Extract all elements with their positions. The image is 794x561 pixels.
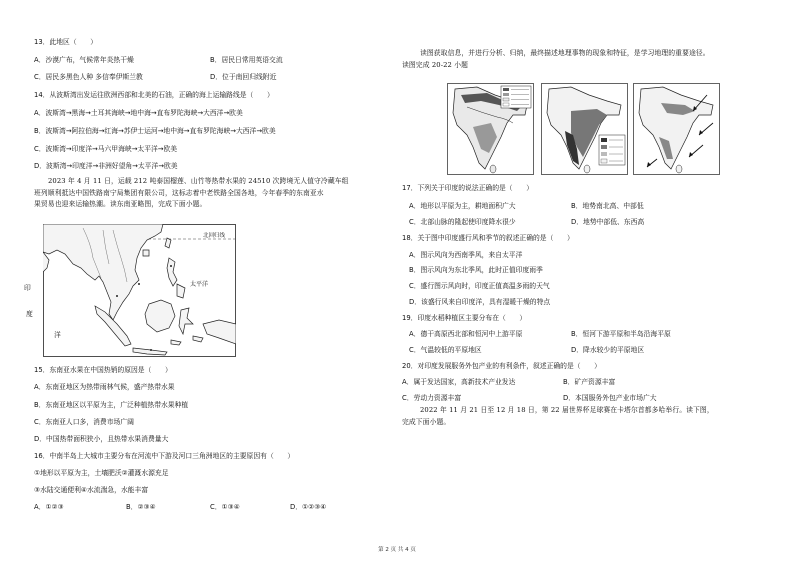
sea-passage-line1: 2023 年 4 月 11 日，运载 212 吨泰国榴莲、山竹等热带水果的 24510 次跨境无人值守冷藏车组 bbox=[48, 177, 349, 185]
legend-swatch bbox=[601, 152, 607, 156]
map-label-indian-2: 度 bbox=[26, 310, 33, 318]
q14-option-d: D．波斯湾→印度洋→非洲好望角→太平洋→欧美 bbox=[34, 162, 178, 170]
q18-option-d: D．该盛行风来自印度洋，具有湿暖干燥的特点 bbox=[409, 298, 551, 306]
q13-stem: 13．此地区（ ） bbox=[34, 38, 98, 46]
q14-stem: 14．从波斯湾出发运往欧洲西部和北美的石油，正确的海上运输路线是（ ） bbox=[34, 91, 274, 99]
worldcup-passage-line2: 完成下面小题。 bbox=[402, 417, 451, 426]
sea-passage-line3: 果贸易也迎来运输热潮。读东南亚略图，完成下面小题。 bbox=[34, 200, 207, 208]
q18-option-b: B．图示风向为东北季风，此时正值印度雨季 bbox=[409, 266, 543, 274]
worldcup-passage bbox=[402, 405, 764, 428]
q17-option-a: A．地形以平原为主，耕地面积广大 bbox=[409, 202, 516, 210]
page-footer: 第 2 页 共 4 页 bbox=[378, 547, 416, 553]
q20-option-d: D．本国服务外包产业市场广大 bbox=[563, 394, 657, 402]
q16-option-b: B．②③④ bbox=[126, 503, 156, 511]
q18-option-c: C．盛行图示风向时，印度正值高温多雨的天气 bbox=[409, 282, 550, 290]
q16-option-a: A．①②③ bbox=[34, 503, 64, 511]
sea-passage-line2: 班列顺利抵达中国铁路南宁局集团有限公司，这标志着中老铁路全国各地，今年春季的东南亚水 bbox=[34, 188, 324, 197]
map-label-indian-1: 印 bbox=[24, 284, 31, 292]
q18-stem: 18．关于图中印度盛行风和季节的叙述正确的是（ ） bbox=[402, 234, 574, 242]
q16-stem: 16．中南半岛上大城市主要分布在河流中下游及河口三角洲地区的主要原因有（ ） bbox=[34, 452, 295, 460]
india-intro-line2: 读图完成 20-22 小题 bbox=[402, 60, 468, 69]
india-intro bbox=[402, 48, 764, 71]
q20-option-c: C．劳动力资源丰富 bbox=[402, 394, 462, 402]
legend-swatch bbox=[503, 88, 509, 91]
q19-stem: 19．印度水稻种植区主要分布在（ ） bbox=[402, 314, 527, 322]
map-label-pacific: 太平洋 bbox=[190, 281, 209, 288]
legend-swatch bbox=[601, 145, 607, 149]
q13-option-d: D．位于南回归线附近 bbox=[210, 73, 277, 81]
q15-option-b: B．东南亚地区以平原为主，广泛种植热带水果种植 bbox=[34, 401, 189, 409]
q20-option-b: B．矿产资源丰富 bbox=[563, 378, 616, 386]
q16-statement-1: ①地形以平原为主，土壤肥沃②灌溉水源充足 bbox=[34, 469, 169, 477]
q16-statement-2: ③水陆交通便利④水流湍急，水能丰富 bbox=[34, 486, 149, 494]
q16-option-d: D．①②③④ bbox=[290, 503, 327, 511]
q13-option-a: A．沙漠广布，气候常年炎热干燥 bbox=[34, 56, 134, 64]
q15-option-d: D．中国热带面积狭小，且热带水果消费量大 bbox=[34, 435, 169, 443]
q16-option-c: C．①③④ bbox=[210, 503, 240, 511]
q19-option-b: B．恒河下游平原和半岛沿海平原 bbox=[571, 330, 671, 338]
legend-swatch bbox=[601, 138, 607, 142]
q15-stem: 15．东南亚水果在中国热销的原因是（ ） bbox=[34, 366, 172, 374]
q20-stem: 20．对印度发展服务外包产业的有利条件，叙述正确的是（ ） bbox=[402, 362, 601, 370]
india-rainfall-map bbox=[541, 83, 628, 175]
q18-option-a: A．图示风向为西南季风，来自太平洋 bbox=[409, 251, 523, 259]
q17-option-d: D．地势中部低、东西高 bbox=[571, 218, 645, 226]
q17-option-b: B．地势南北高、中部低 bbox=[571, 202, 644, 210]
legend-swatch bbox=[601, 159, 607, 163]
city-dot bbox=[150, 349, 152, 351]
q13-option-b: B．居民日常用英语交流 bbox=[210, 56, 283, 64]
q17-option-c: C．北部山脉的隆起使印度降水很少 bbox=[409, 218, 516, 226]
city-dot bbox=[138, 283, 140, 285]
legend-swatch bbox=[503, 103, 509, 106]
q14-option-a: A．波斯湾→黑海→土耳其海峡→地中海→直布罗陀海峡→大西洋→欧美 bbox=[34, 109, 243, 117]
q19-option-a: A．德干高原西北部和恒河中上游平原 bbox=[409, 330, 523, 338]
q14-option-c: C．波斯湾→印度洋→马六甲海峡→太平洋→欧美 bbox=[34, 145, 178, 153]
india-intro-line1: 读图获取信息，并进行分析、归纳，最终描述地理事物的现象和特征，是学习地理的重要途径。 bbox=[420, 49, 710, 57]
southeast-asia-map bbox=[43, 224, 236, 357]
map-label-tropic: 北回归线 bbox=[203, 233, 226, 239]
sea-passage bbox=[34, 176, 390, 211]
india-terrain-map bbox=[447, 83, 534, 175]
q20-option-a: A．属于发达国家，高新技术产业发达 bbox=[402, 378, 516, 386]
q14-option-b: B．波斯湾→阿拉伯海→红海→苏伊士运河→地中海→直布罗陀海峡→大西洋→欧美 bbox=[34, 127, 276, 135]
q19-option-d: D．降水较少的平原地区 bbox=[571, 346, 645, 354]
q13-option-c: C．居民多黑色人种 多信奉伊斯兰教 bbox=[34, 73, 143, 81]
q15-option-c: C．东南亚人口多，消费市场广阔 bbox=[34, 418, 134, 426]
worldcup-passage-line1: 2022 年 11 月 21 日至 12 月 18 日，第 22 届世界杯足球赛在卡塔尔首都多哈举行。读下图， bbox=[420, 406, 714, 414]
city-dot bbox=[116, 295, 118, 297]
legend-swatch bbox=[503, 98, 509, 101]
map-label-indian-3: 洋 bbox=[54, 331, 61, 339]
city-dot bbox=[170, 265, 172, 267]
legend-swatch bbox=[503, 93, 509, 96]
q17-stem: 17．下列关于印度的说法正确的是（ ） bbox=[402, 184, 533, 192]
q19-option-c: C．气温较低的平原地区 bbox=[409, 346, 482, 354]
q15-option-a: A．东南亚地区为热带雨林气候，盛产热带水果 bbox=[34, 383, 175, 391]
india-monsoon-map bbox=[633, 83, 720, 175]
